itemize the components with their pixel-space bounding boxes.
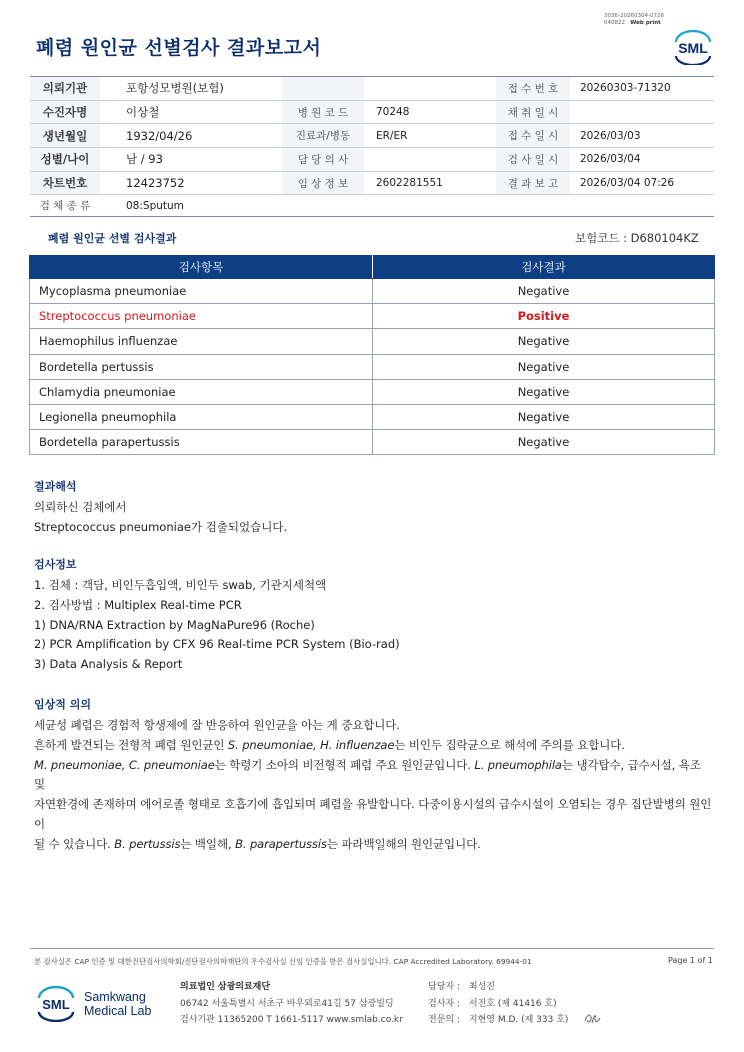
staff-row: 전문의 : 지현영 M.D. (제 333 호): [428, 1015, 569, 1025]
lab-name: [84, 990, 151, 1018]
column-header-result: 검사결과: [373, 256, 715, 279]
info-value: 1932/04/26: [126, 128, 193, 143]
column-header-item: 검사항목: [30, 256, 373, 279]
document-code: [604, 13, 664, 27]
info-value: 2026/03/03: [580, 129, 641, 142]
test-item: Bordetella pertussis: [30, 354, 373, 379]
info-label: 병 원 코 드: [282, 101, 364, 124]
test-info-line: 2. 검사방법 : Multiplex Real-time PCR: [34, 597, 242, 612]
sml-footer-logo-icon: [36, 982, 76, 1022]
info-row: [30, 124, 714, 148]
test-result: Negative: [373, 430, 715, 455]
page-number: Page 1 of 1: [668, 956, 713, 965]
test-result: Negative: [373, 354, 715, 379]
result-row: [30, 404, 715, 429]
result-row: [30, 354, 715, 379]
clinical-line: M. pneumoniae, C. pneumoniae는 학령기 소아의 비전형적 폐렴 주요 원인균입니다. L. pneumophila는 냉각탑수, 급수시설, 욕조 및: [34, 757, 701, 792]
info-label: 생년월일: [30, 124, 100, 147]
clinical-heading: 임상적 의의: [34, 698, 91, 711]
interpretation-line: Streptococcus pneumoniae가 검출되었습니다.: [34, 519, 288, 534]
clinical-significance-section: [34, 697, 714, 855]
info-label: 접 수 일 시: [496, 124, 570, 147]
test-item: Streptococcus pneumoniae: [30, 304, 373, 329]
info-label: 검 사 일 시: [496, 148, 570, 171]
specimen-label: 검 체 종 류: [39, 200, 91, 213]
footer-address: [180, 979, 403, 1029]
clinical-line: 자연환경에 존재하며 에어로졸 형태로 호흡기에 흡입되며 폐렴을 유발합니다. 다중이용시설의 급수시설이 오염되는 경우 집단발병의 원인이: [34, 797, 712, 831]
info-label: 수진자명: [30, 101, 100, 124]
info-label: 채 취 일 시: [496, 101, 570, 124]
contact-info: 검사기관 11365200 T 1661-5117 www.smlab.co.kr: [180, 1015, 403, 1025]
test-info-line: 2) PCR Amplification by CFX 96 Real-time PCR System (Bio-rad): [34, 637, 400, 652]
info-value: 2026/03/04 07:26: [580, 177, 675, 190]
info-row: [30, 172, 714, 196]
result-row: [30, 430, 715, 455]
document-code-line2: 040822: [604, 20, 625, 26]
info-value: ER/ER: [376, 129, 408, 142]
staff-row: 검사자 : 서진호 (제 41416 호): [428, 998, 557, 1009]
result-table-header: [30, 256, 715, 279]
result-table: [29, 255, 715, 455]
web-print-label: Web print: [630, 20, 661, 26]
footer-staff: [428, 979, 568, 1029]
test-result: Negative: [373, 279, 715, 304]
info-label: 진료과/병동: [282, 124, 364, 147]
result-row: [30, 379, 715, 404]
info-label: 의뢰기관: [30, 77, 100, 100]
interpretation-line: 의뢰하신 검체에서: [34, 500, 127, 514]
info-value: 포항성모병원(보험): [126, 81, 224, 96]
result-row: [30, 304, 715, 329]
interpretation-section: [34, 479, 287, 538]
info-label: 임 상 정 보: [282, 172, 364, 195]
info-label: 차트번호: [30, 172, 100, 195]
info-label: 성별/나이: [30, 148, 100, 171]
svg-text:SML: SML: [678, 40, 708, 56]
info-row: [30, 77, 714, 101]
info-value: 12423752: [126, 176, 185, 191]
patient-info-table: [30, 76, 714, 217]
svg-text:SML: SML: [42, 997, 70, 1012]
test-result: Positive: [373, 304, 715, 329]
lab-name-line1: Samkwang: [84, 990, 146, 1004]
interpretation-heading: 결과해석: [34, 480, 77, 493]
test-result: Negative: [373, 379, 715, 404]
test-result: Negative: [373, 404, 715, 429]
address: 06742 서울특별시 서초구 바우뫼로41길 57 삼광빌딩: [180, 998, 394, 1009]
test-item: Mycoplasma pneumoniae: [30, 279, 373, 304]
info-label: 접 수 번 호: [496, 77, 570, 100]
test-info-line: 1. 검체 : 객담, 비인두흡입액, 비인두 swab, 기관지세척액: [34, 578, 327, 592]
result-section-heading: 폐렴 원인균 선별 검사결과: [48, 232, 177, 245]
result-row: [30, 329, 715, 354]
report-title: 폐렴 원인균 선별검사 결과보고서: [36, 37, 322, 59]
test-item: Bordetella parapertussis: [30, 430, 373, 455]
test-result: Negative: [373, 329, 715, 354]
test-item: Chlamydia pneumoniae: [30, 379, 373, 404]
info-value: 남 / 93: [126, 152, 163, 167]
info-row: [30, 148, 714, 172]
info-label: [282, 77, 364, 100]
specimen-row: [30, 195, 714, 217]
test-item: Legionella pneumophila: [30, 404, 373, 429]
insurance-code: 보험코드 : D680104KZ: [575, 231, 699, 245]
lab-name-line2: Medical Lab: [84, 1004, 152, 1018]
clinical-line: 될 수 있습니다. B. pertussis는 백일해, B. parapertussis는 파라백일해의 원인균입니다.: [34, 836, 481, 851]
info-value: 2026/03/04: [580, 153, 641, 166]
info-label: 결 과 보 고: [496, 172, 570, 195]
test-item: Haemophilus influenzae: [30, 329, 373, 354]
specimen-value: 08:Sputum: [126, 199, 184, 212]
info-row: [30, 101, 714, 125]
clinical-line: 흔하게 발견되는 전형적 폐렴 원인균인 S. pneumoniae, H. influenzae는 비인두 집락균으로 해석에 주의를 요합니다.: [34, 737, 625, 752]
test-info-line: 3) Data Analysis & Report: [34, 657, 183, 672]
sml-logo-icon: [670, 27, 716, 65]
info-value: 2602281551: [376, 177, 443, 190]
result-row: [30, 279, 715, 304]
organization-name: 의료법인 삼광의료재단: [180, 982, 271, 992]
info-value: 70248: [376, 106, 410, 119]
test-info-line: 1) DNA/RNA Extraction by MagNaPure96 (Roche): [34, 617, 315, 632]
clinical-line: 세균성 폐렴은 경험적 항생제에 잘 반응하여 원인균을 아는 게 중요합니다.: [34, 718, 400, 732]
info-value: 20260303-71320: [580, 82, 671, 95]
info-value: 이상철: [126, 105, 160, 120]
info-label: 담 당 의 사: [282, 148, 364, 171]
accreditation-note: 본 검사실은 CAP 인증 및 대한진단검사의학회/진단검사의학재단의 우수검사실 신임 인증을 받은 검사실입니다. CAP Accredited Laboratory. 69944-01: [34, 957, 532, 966]
document-code-line1: 3036-20260304-0726: [604, 13, 664, 19]
test-info-section: [34, 557, 400, 675]
signature-icon: [582, 1009, 602, 1027]
footer-divider: [30, 948, 714, 949]
test-info-heading: 검사정보: [34, 558, 77, 571]
staff-row: 담당자 : 최성진: [428, 982, 495, 992]
